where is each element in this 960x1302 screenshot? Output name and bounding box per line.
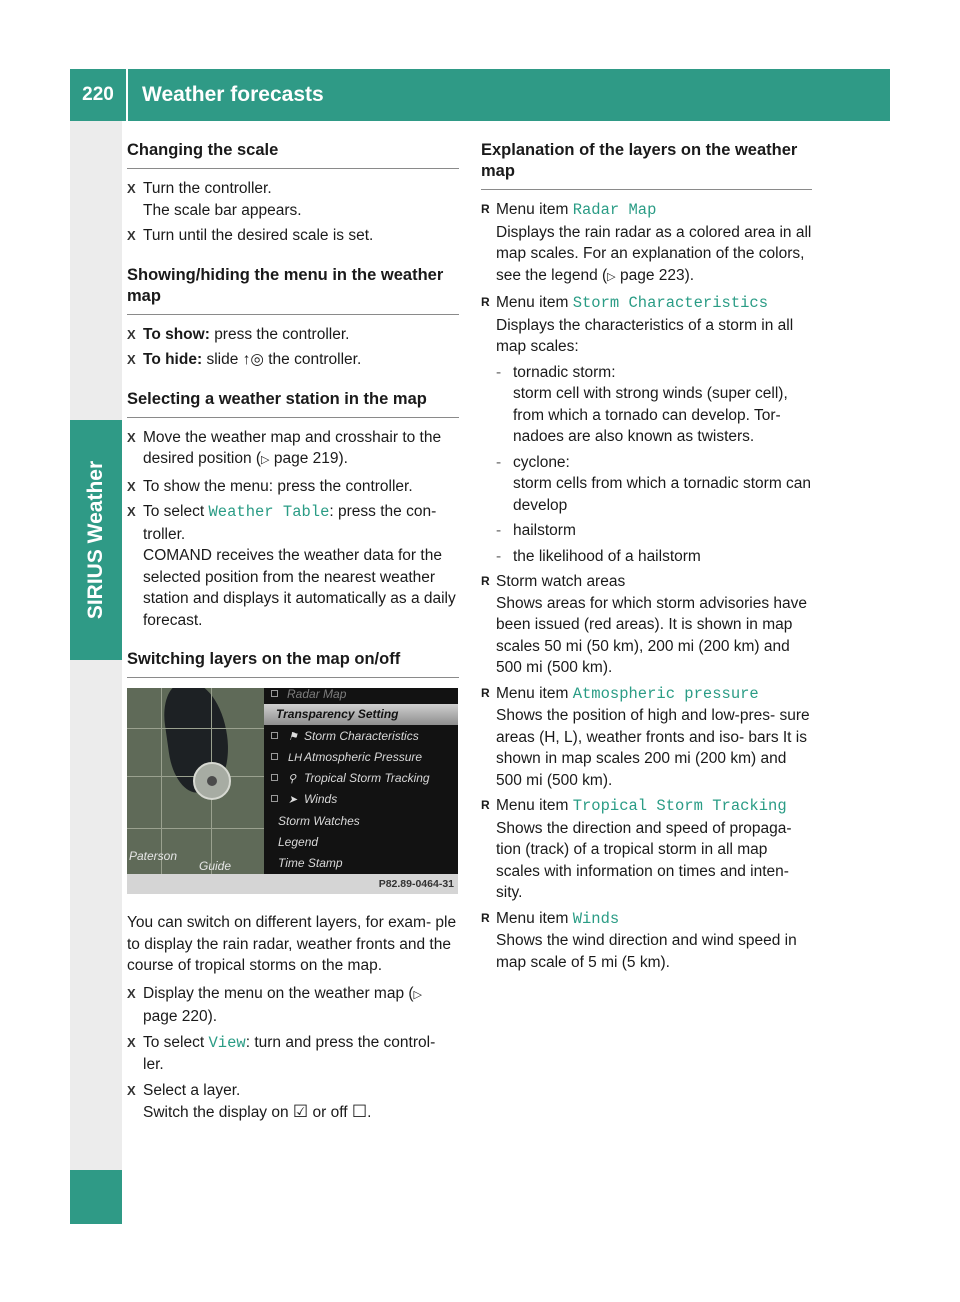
figure-code: P82.89-0464-31 — [127, 874, 458, 894]
step-show-menu: X To show the menu: press the controller. — [127, 476, 459, 498]
step-marker-icon: X — [127, 1082, 136, 1098]
step-move-map: X Move the weather map and crosshair to the desired position (▷ page 219). — [127, 428, 442, 467]
item-storm-watch: R Storm watch areas Shows areas for which storm advisories have been issued (red areas). It is shown in map scales 50 mi (50 km), 200 mi (200 km) and 500 mi (500 km). — [481, 573, 807, 676]
storm-flag-icon: ⚑ — [288, 731, 298, 743]
weather-map-screenshot — [127, 688, 458, 894]
bullet-icon: R — [481, 910, 490, 925]
page-ref-icon: ▷ — [413, 988, 422, 1001]
wind-icon: ➤ — [288, 794, 298, 806]
page-ref-icon: ▷ — [607, 270, 616, 283]
item-winds: R Menu item Winds Shows the wind direction and wind speed in map scale of 5 mi (5 km). — [481, 909, 797, 971]
code-tropical-storm: Tropical Storm Tracking — [572, 797, 787, 815]
menu-item-storm-characteristics: ⚑ Storm Characteristics — [264, 726, 458, 747]
item-radar-map: R Menu item Radar Map Displays the rain radar as a colored area in all map scales. For an explanation of the colors, see the legend (▷ page 223). — [481, 201, 812, 284]
map-label: Guide — [199, 859, 232, 873]
code-view: View — [208, 1033, 246, 1052]
menu-item-storm-watches: Storm Watches — [278, 814, 360, 828]
header-divider — [126, 69, 128, 121]
layers-intro: You can switch on different layers, for exam- ple to display the rain radar, weather fronts and the course of tropical storms on the map. — [127, 914, 457, 974]
sub-hail-likelihood: - the likelihood of a hailstorm — [496, 547, 701, 565]
bullet-icon: R — [481, 295, 490, 309]
side-margin — [70, 121, 122, 1223]
step-marker-icon: X — [127, 228, 136, 243]
checkbox-on-icon: ☑ — [292, 1102, 309, 1121]
step-select-view: X To select View: turn and press the control- ler. — [127, 1033, 436, 1073]
item-atmospheric-pressure: R Menu item Atmospheric pressure Shows the position of high and low-pres- sure areas (H, L), weather fronts and iso- bars It is shown in map scales 200 mi (200 km) and 500 mi (500 km). — [481, 684, 810, 789]
step-marker-icon: X — [127, 181, 136, 196]
checkbox-off-icon: ☐ — [351, 1102, 368, 1121]
code-winds: Winds — [572, 909, 620, 928]
page-number: 220 — [82, 84, 114, 105]
sub-tornadic: - tornadic storm: storm cell with strong winds (super cell), from which a tornado can develop. Tor- nadoes are also known as twisters. — [496, 363, 788, 445]
weather-map — [127, 688, 264, 874]
step-marker-icon: X — [127, 326, 136, 342]
item-storm-characteristics: R Menu item Storm Characteristics Displays the characteristics of a storm in all map scales: - tornadic storm: storm cell with strong winds (super cell), from which a tornado can develop. Tor- nadoes are also known as twisters. - cyclone: storm cells from which a tornadic storm can develop - hailstorm - the likelihood of a hailstorm — [481, 292, 812, 567]
bullet-icon: R — [481, 574, 490, 588]
step-marker-icon: X — [127, 429, 136, 445]
step-marker-icon: X — [127, 352, 136, 367]
side-tab-footer — [70, 1170, 122, 1224]
heading-select-station: Selecting a weather station in the map — [127, 389, 459, 418]
page-ref-icon: ▷ — [261, 454, 270, 466]
step-select-weather-table: X To select Weather Table: press the con- troller. COMAND receives the weather data for the selected position from the nearest weather station and displays it automatically as a daily forecast. — [127, 503, 456, 629]
left-column — [127, 140, 459, 1128]
storm-track-icon: ⚲ — [288, 773, 297, 785]
menu-item-tropical-storm: ⚲ Tropical Storm Tracking — [264, 768, 458, 789]
code-weather-table: Weather Table — [208, 503, 330, 521]
bullet-icon: R — [481, 202, 490, 216]
code-atmospheric-pressure: Atmospheric pressure — [572, 684, 759, 703]
section-tab-label: SIRIUS Weather — [84, 460, 108, 620]
step-select-layer: X Select a layer. Switch the display on ☑ or off ☐. — [127, 1081, 372, 1121]
menu-item-radar-map: Radar Map — [264, 688, 458, 705]
heading-show-hide-menu: Showing/hiding the menu in the weather map — [127, 265, 459, 315]
menu-item-atmospheric-pressure: LH Atmospheric Pressure — [264, 747, 458, 768]
layer-menu — [264, 688, 458, 874]
menu-item-time-stamp: Time Stamp — [278, 856, 343, 870]
sub-cyclone: - cyclone: storm cells from which a tornadic storm can develop — [496, 453, 812, 514]
heading-explanation-layers: Explanation of the layers on the weather map — [481, 140, 812, 190]
menu-item-transparency: Transparency Setting — [264, 704, 458, 725]
heading-switching-layers: Switching layers on the map on/off — [127, 649, 459, 678]
heading-changing-scale: Changing the scale — [127, 140, 459, 169]
bullet-icon: R — [481, 685, 490, 700]
step-turn-until: X Turn until the desired scale is set. — [127, 225, 459, 247]
menu-item-winds: ➤ Winds — [264, 789, 458, 810]
code-radar-map: Radar Map — [572, 201, 657, 219]
right-column — [481, 140, 812, 977]
step-marker-icon: X — [127, 478, 136, 494]
sub-hailstorm: - hailstorm — [496, 522, 576, 539]
step-marker-icon: X — [127, 504, 136, 519]
slide-up-controller-icon: ↑◎ — [242, 351, 264, 368]
chapter-title: Weather forecasts — [142, 83, 324, 106]
menu-item-legend: Legend — [278, 835, 319, 849]
code-storm-characteristics: Storm Characteristics — [572, 294, 769, 312]
step-display-menu: X Display the menu on the weather map (▷ page 220). — [127, 984, 422, 1025]
step-turn-controller: X Turn the controller. The scale bar appears. — [127, 180, 302, 219]
map-label: Paterson — [129, 849, 178, 863]
step-marker-icon: X — [127, 985, 136, 1001]
page-header — [70, 69, 890, 121]
item-tropical-storm: R Menu item Tropical Storm Tracking Shows the direction and speed of propaga- tion (track) of a tropical storm in all map scales with information on times and inten- sity. — [481, 797, 792, 901]
bullet-icon: R — [481, 798, 490, 812]
crosshair-icon — [193, 762, 231, 800]
pressure-icon: LH — [288, 752, 303, 764]
step-to-hide: X To hide: slide ↑◎ the controller. — [127, 349, 459, 371]
step-to-show: X To show: press the controller. — [127, 324, 459, 346]
step-marker-icon: X — [127, 1034, 136, 1050]
